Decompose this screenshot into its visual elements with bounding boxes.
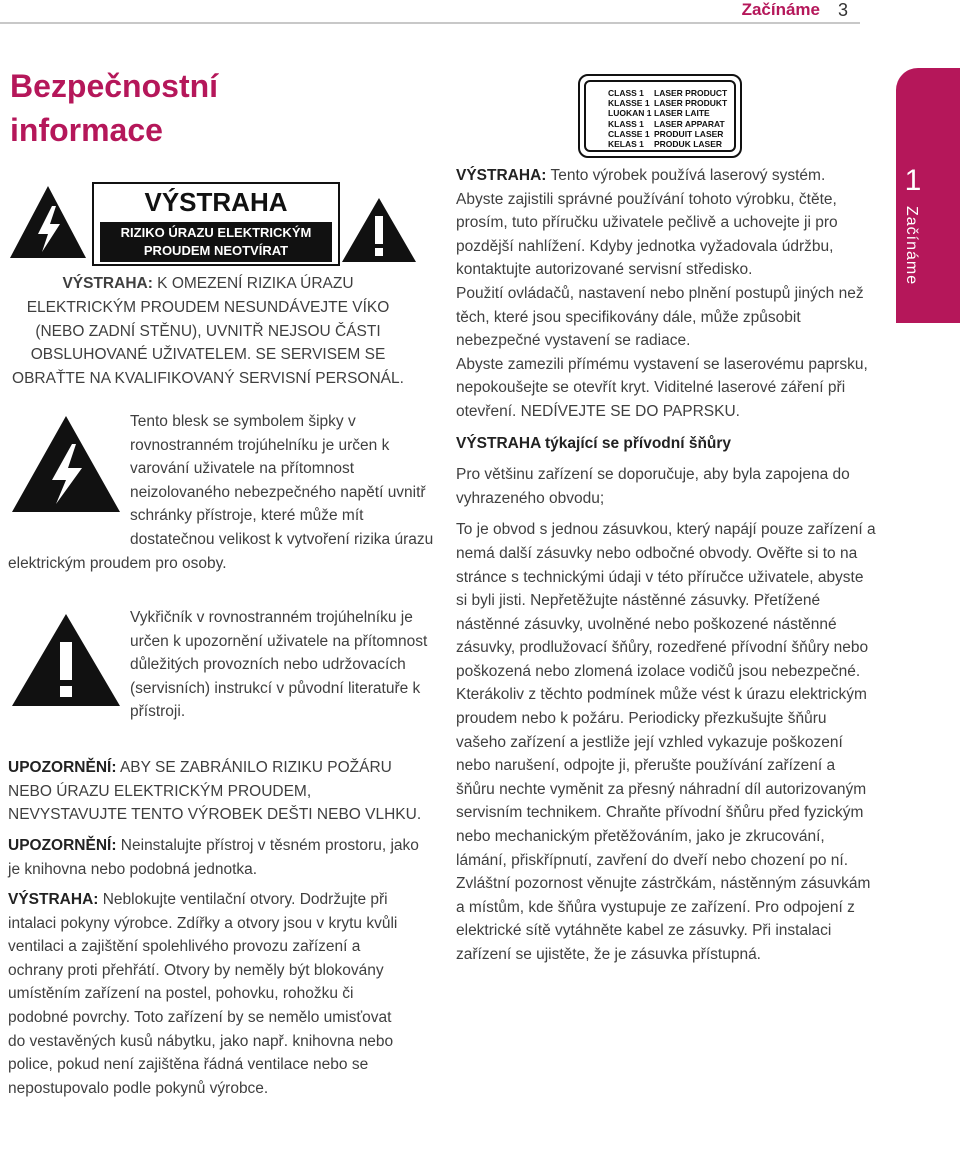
laser-label-row: CLASS 1 LASER PRODUCT (608, 88, 728, 98)
page-number: 3 (838, 0, 849, 20)
ventilation-warning: VÝSTRAHA: Neblokujte ventilační otvory. Dodržujte při intalaci pokyny výrobce. Zdířky a otvory jsou v krytu kvůli ventilaci a zajištění spolehlivého provozu zařízení a ochrany proti přehřátí. Otvory by neměly být blokovány umístěním zařízení na postel, pohovku, rohožku či podobné povrchy. Toto zařízení by se nemělo umisťovat do vestavěných kusů nábytku, jako např. knihovna nebo police, pokud není zajištěna řádná ventilace nebo se nepostupovalo podle pokynů výrobce. (8, 891, 398, 1097)
warning-text: VÝSTRAHA: K OMEZENÍ RIZIKA ÚRAZU ELEKTRICKÝM PROUDEM NESUNDÁVEJTE VÍKO (NEBO ZADNÍ STĚNU), UVNITŘ NEJSOU ČÁSTI OBSLUHOVANÉ UŽIVATELEM. SE SERVISEM SE OBRAŤTE NA KVALIFIKOVANÝ SERVISNÍ PERSONÁL. (12, 275, 404, 388)
warning-box-title: VÝSTRAHA (144, 187, 288, 217)
caution-installation: UPOZORNĚNÍ: Neinstalujte přístroj v těsném prostoru, jako je knihovna nebo podobná jednotka. (8, 837, 419, 878)
header-chapter-title: Začínáme (741, 0, 820, 19)
page-title (10, 64, 410, 152)
exclamation-symbol-description: Vykřičník v rovnostranném trojúhelníku je určen k upozornění uživatele na přítomnost důležitých provozních nebo udržovacích (servisních) instrukcí v původní literatuře k přístroji. (130, 609, 428, 721)
laser-label-row: KLASS 1 LASER APPARAT (608, 118, 725, 129)
laser-label-row: CLASSE 1 PRODUIT LASER (608, 128, 724, 139)
laser-warning: VÝSTRAHA: Tento výrobek používá laserový systém. Abyste zajistili správné používání tohoto výrobku, čtěte, prosím, tuto příručku uživatele pečlivě a uchovejte ji pro pozdější nahlížení. Kdyby jednotka vyžadovala údržbu, kontaktujte autorizované servisní středisko. (456, 167, 838, 279)
chapter-number: 1 (904, 164, 922, 197)
lightning-warning-icon (8, 184, 88, 260)
laser-label-rows (584, 80, 736, 152)
power-cord-p2: To je obvod s jednou zásuvkou, který napájí pouze zařízení a nemá další zásuvky nebo odbočné obvody. Ověřte si to na stránce s technickými údaji v této příručce uživatele, abyste si byli jisti. Nepřetěžujte nástěnné zásuvky. Přetížené nástěnné zásuvky, uvolněné nebo poškozené nástěnné zásuvky, prodlužovací šňůry, rozedřené přívodní šňůry nebo poškozená nebo zlomená izolace vodičů jsou nebezpečné. Kterákoliv z těchto podmínek může vést k úrazu elektrickým proudem nebo k požáru. Periodicky přezkušujte šňůru vašeho zařízení a jestliže její vzhled vykazuje poškození nebo narušení, odpojte ji, přerušte používání zařízení a šňůru nechte vyměnit za přesný náhradní díl autorizovaným servisním technikem. Chraňte přívodní šňůru před fyzickým nebo mechanickým přetěžováním, jako je zkrucování, lámání, přiskřípnutí, zavření do dveří nebo chození po ní. Zvláštní pozornost věnujte zástrčkám, nástěnným zásuvkám a místům, kde šňůra vystupuje ze zařízení. Pro odpojení z elektrické sítě vytáhněte kabel ze zásuvky. Při instalaci zařízení se ujistěte, že je zásuvka přístupná. (456, 521, 876, 963)
warning-box (92, 182, 340, 266)
laser-warning-p2: Použití ovládačů, nastavení nebo plnění postupů jiných než těch, které jsou specifikovány dále, může způsobit nebezpečné vystavení se radiace. (456, 284, 864, 350)
power-cord-heading: VÝSTRAHA týkající se přívodní šňůry (456, 434, 732, 452)
header-rule (0, 22, 860, 24)
chapter-label: Začínáme (903, 206, 920, 286)
laser-label-row: LUOKAN 1 LASER LAITE (608, 108, 710, 119)
right-column (456, 164, 876, 973)
warning-box-band: RIZIKO ÚRAZU ELEKTRICKÝM PROUDEM NEOTVÍRAT (100, 222, 332, 262)
page-title-line-2: informace (10, 112, 163, 148)
chapter-side-tab (896, 68, 960, 323)
laser-warning-p3: Abyste zamezili přímému vystavení se laserovému paprsku, nepokoušejte se otevřít kryt. Viditelné laserové záření při otevření. NEDÍVEJTE SE DO PAPRSKU. (456, 355, 868, 420)
exclamation-warning-icon (340, 196, 418, 264)
caution-fire: UPOZORNĚNÍ: ABY SE ZABRÁNILO RIZIKU POŽÁRU NEBO ÚRAZU ELEKTRICKÝM PROUDEM, NEVYSTAVUJTE TENTO VÝROBEK DEŠTI NEBO VLHKU. (8, 759, 422, 824)
laser-class-label (578, 74, 742, 158)
lightning-symbol-description: Tento blesk se symbolem šipky v rovnostranném trojúhelníku je určen k varování uživatele na přítomnost neizolovaného nebezpečného napětí uvnitř schránky přístroje, které může mít dostatečnou velikost k vytvoření rizika úrazu elektrickým proudem pro osoby. (8, 413, 434, 572)
laser-label-row: KLASSE 1 LASER PRODUKT (608, 98, 728, 109)
laser-label-row: KELAS 1 PRODUK LASER (608, 139, 723, 150)
power-cord-p1: Pro většinu zařízení se doporučuje, aby byla zapojena do vyhrazeného obvodu; (456, 466, 850, 507)
page-title-line-1: Bezpečnostní (10, 68, 219, 104)
